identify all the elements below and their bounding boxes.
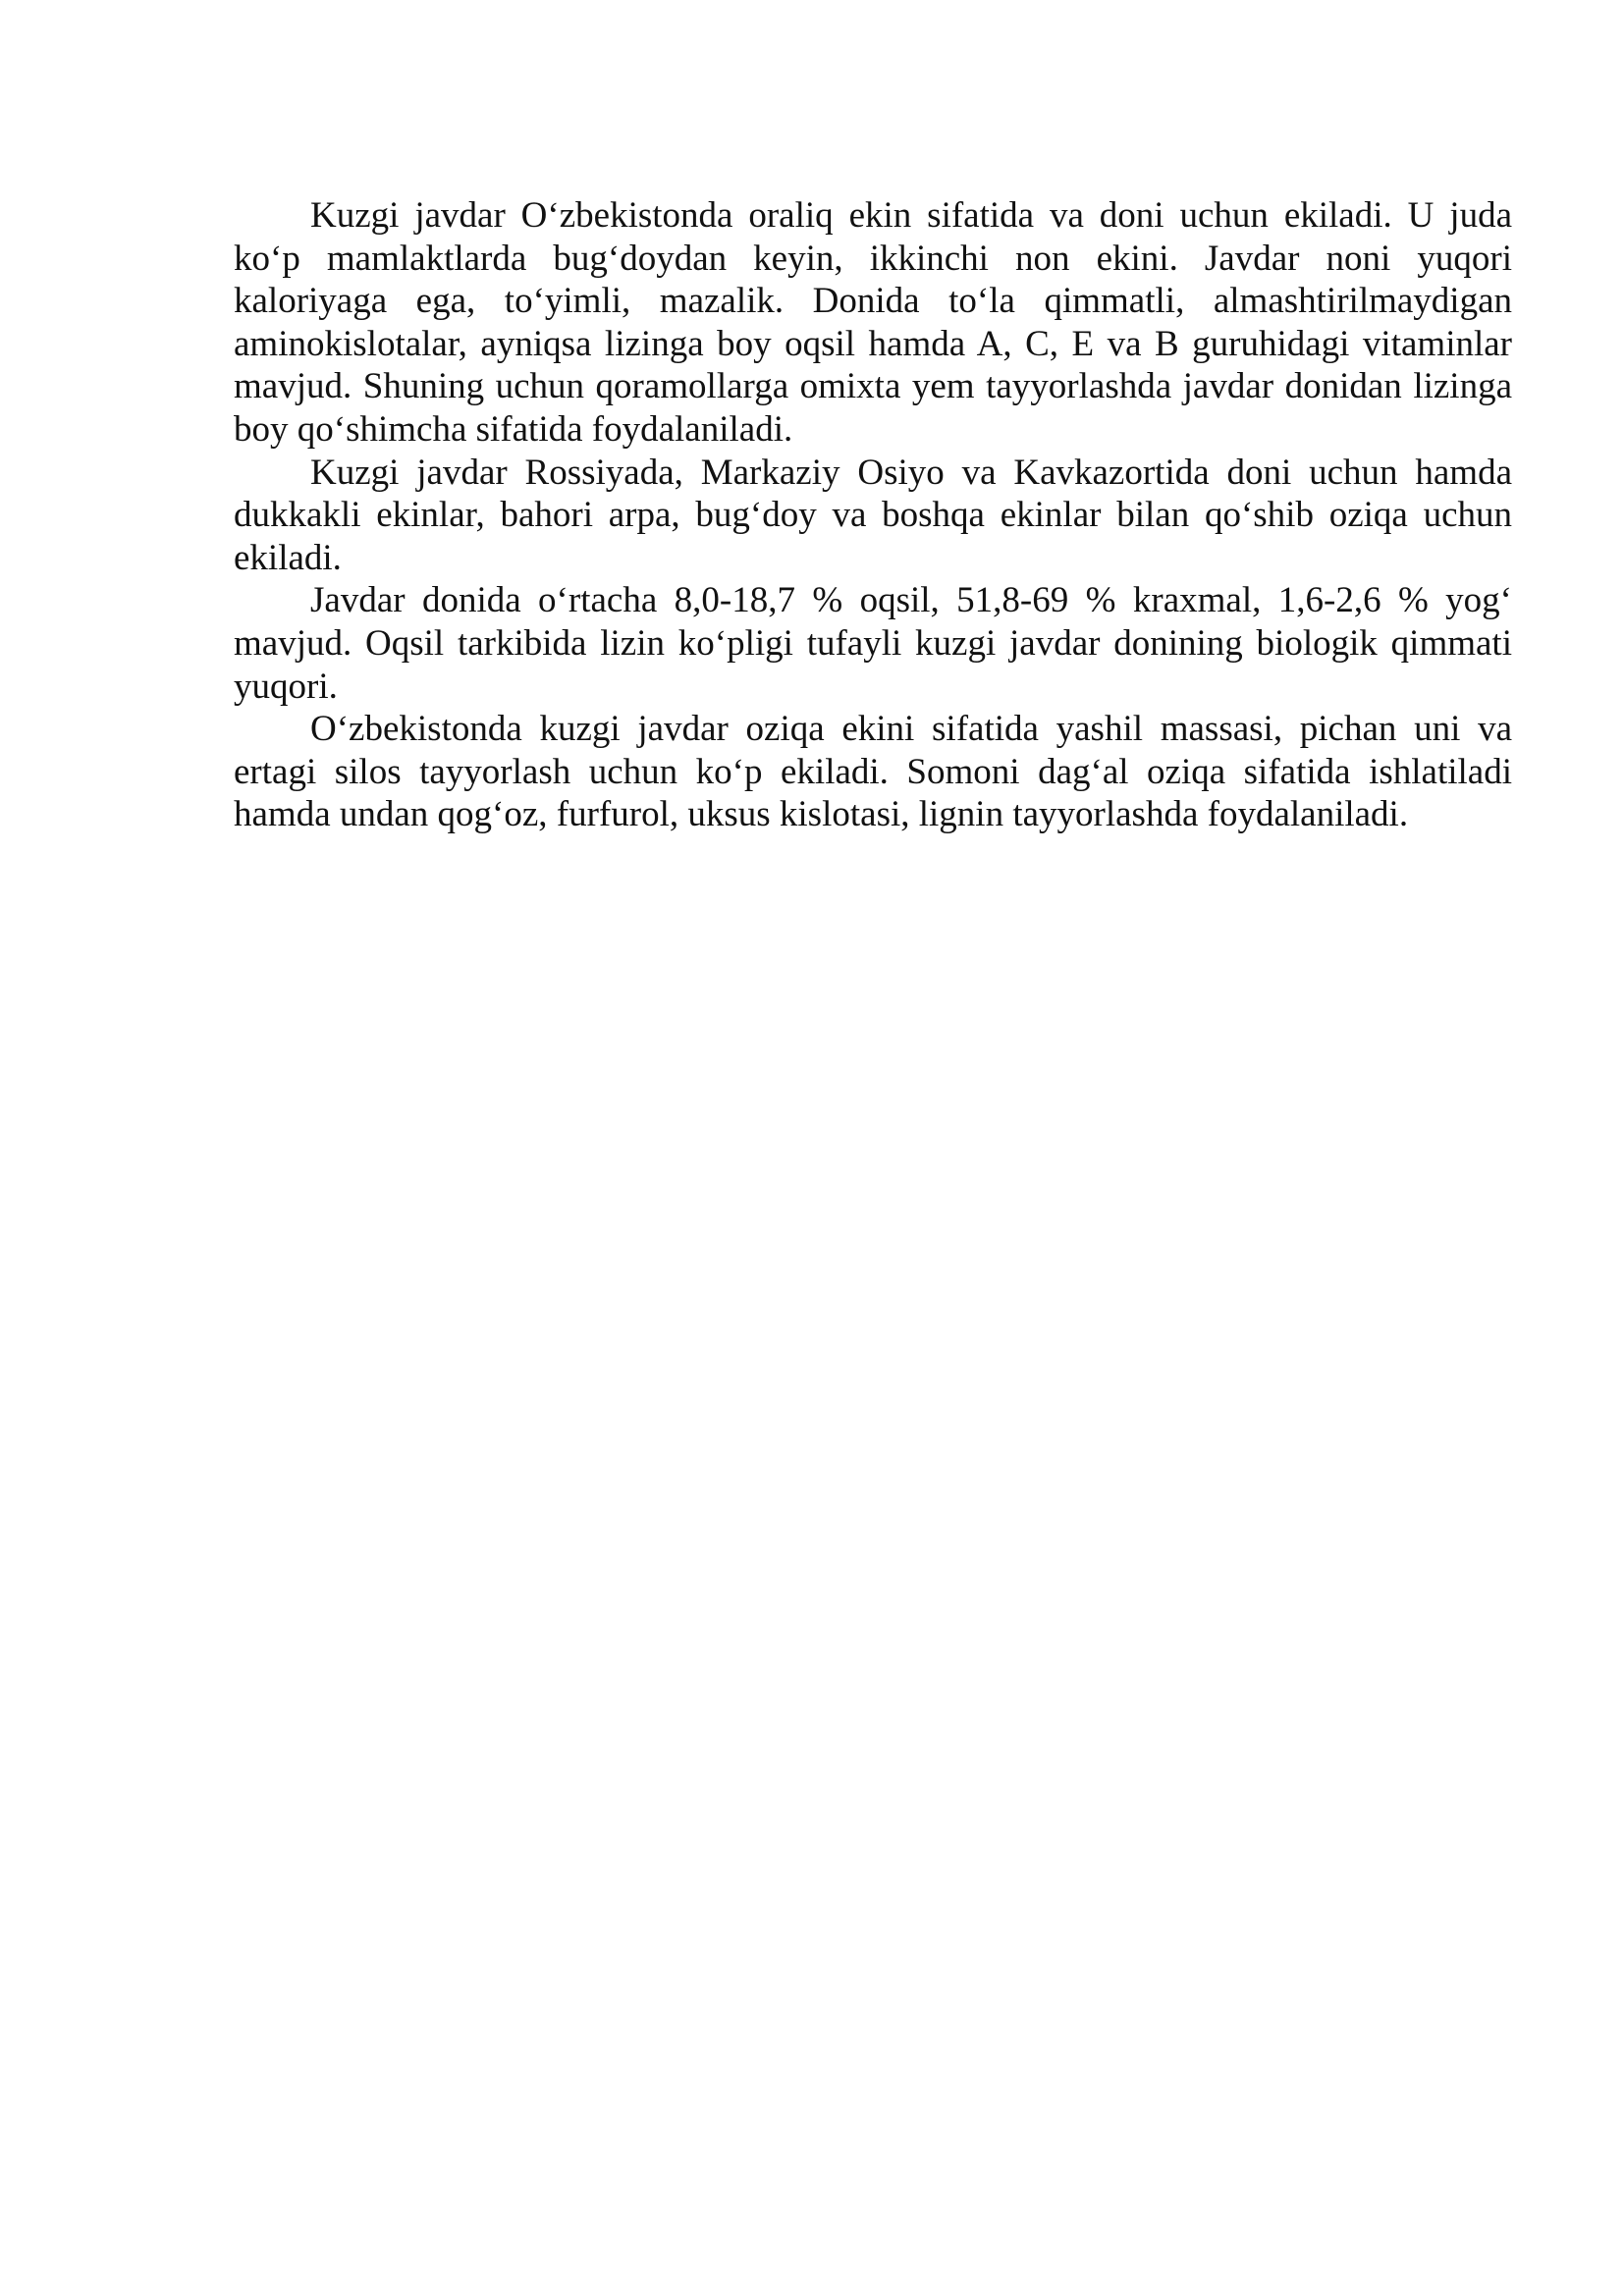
paragraph-2: Kuzgi javdar Rossiyada, Markaziy Osiyo va Kavkazortida doni uchun hamda dukkakli ekinlar, bahori arpa, bug‘doy va boshqa ekinlar bilan qo‘shib oziqa uchun ekiladi. — [234, 452, 1512, 578]
paragraph-3: Javdar donida o‘rtacha 8,0-18,7 % oqsil, 51,8-69 % kraxmal, 1,6-2,6 % yog‘ mavjud. Oqsil tarkibida lizin ko‘pligi tufayli kuzgi javdar donining biologik qimmati yuqori. — [234, 580, 1512, 707]
document-page — [234, 194, 1512, 836]
paragraph-1: Kuzgi javdar O‘zbekistonda oraliq ekin sifatida va doni uchun ekiladi. U juda ko‘p mamlaktlarda bug‘doydan keyin, ikkinchi non ekini. Javdar noni yuqori kaloriyaga ega, to‘yimli, mazalik. Donida to‘la qimmatli, almashtirilmaydigan aminokislotalar, ayniqsa lizinga boy oqsil hamda A, C, E va B guruhidagi vitaminlar mavjud. Shuning uchun qoramollarga omixta yem tayyorlashda javdar donidan lizinga boy qo‘shimcha sifatida foydalaniladi. — [234, 195, 1512, 450]
paragraph-4: O‘zbekistonda kuzgi javdar oziqa ekini sifatida yashil massasi, pichan uni va ertagi silos tayyorlash uchun ko‘p ekiladi. Somoni dag‘al oziqa sifatida ishlatiladi hamda undan qog‘oz, furfurol, uksus kislotasi, lignin tayyorlashda foydalaniladi. — [234, 709, 1512, 835]
